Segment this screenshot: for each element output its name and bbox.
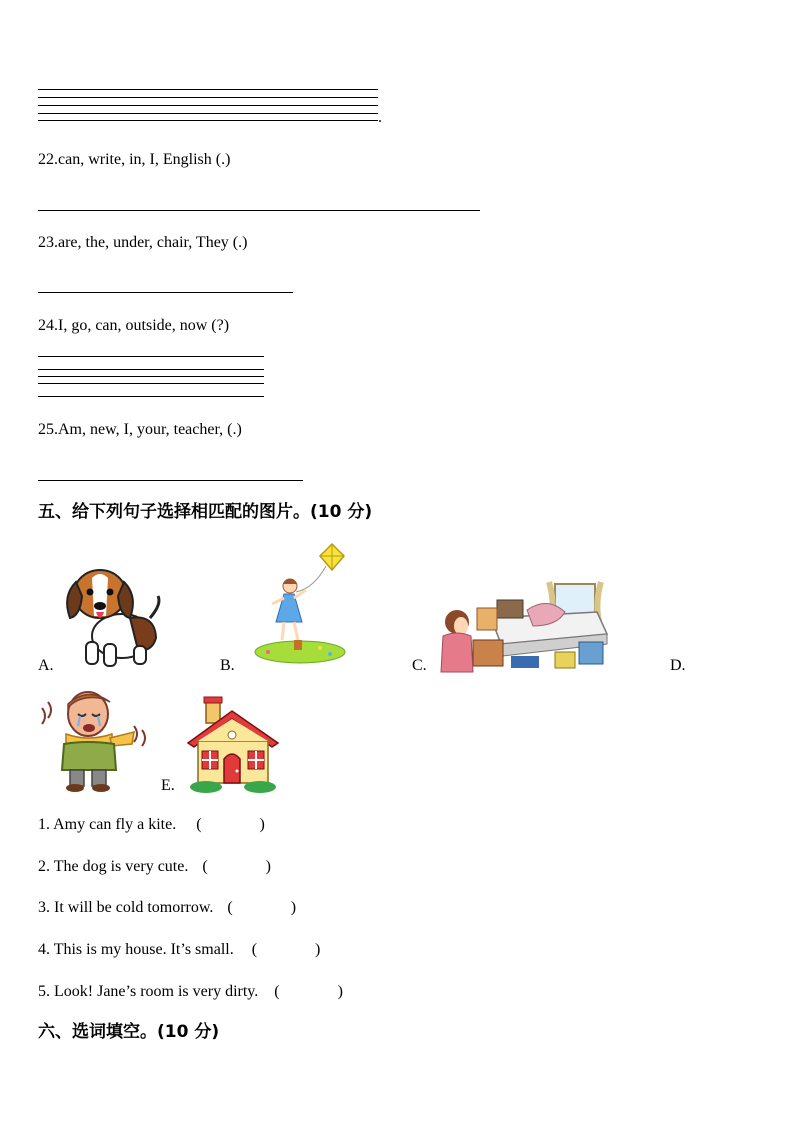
answer-line-23[interactable]	[38, 292, 293, 293]
question-words: I, go, can, outside, now (?)	[58, 317, 230, 334]
matching-item-5: 5. Look! Jane’s room is very dirty. ( )	[38, 983, 343, 1000]
option-label-d: D.	[670, 657, 686, 674]
question-words: are, the, under, chair, They (.)	[58, 234, 248, 251]
sentence-text: 4. This is my house. It’s small.	[38, 941, 234, 958]
question-24	[38, 316, 229, 336]
option-label-a: A.	[38, 657, 54, 674]
question-number: 24.	[38, 317, 58, 334]
sentence-text: 3. It will be cold tomorrow.	[38, 899, 214, 916]
matching-item-1: 1. Amy can fly a kite. ( )	[38, 816, 265, 833]
question-25	[38, 420, 242, 440]
question-22	[38, 150, 230, 170]
sentence-text: 5. Look! Jane’s room is very dirty.	[38, 983, 259, 1000]
option-label-e: E.	[161, 777, 175, 794]
sentence-text: 1. Amy can fly a kite.	[38, 816, 177, 833]
option-label-b: B.	[220, 657, 235, 674]
dog-picture	[60, 556, 164, 672]
question-23	[38, 233, 247, 253]
period-mark: .	[378, 109, 382, 126]
matching-item-2: 2. The dog is very cute. ( )	[38, 858, 271, 875]
question-number: 25.	[38, 421, 58, 438]
messy-room-picture	[437, 582, 609, 672]
question-words: Am, new, I, your, teacher, (.)	[58, 421, 242, 438]
question-words: can, write, in, I, English (.)	[58, 151, 231, 168]
small-house-picture	[186, 697, 280, 793]
question-number: 23.	[38, 234, 58, 251]
cold-man-picture	[38, 686, 148, 792]
section-6-heading: 六、选词填空。(10 分)	[38, 1022, 220, 1042]
answer-line-22[interactable]	[38, 210, 480, 211]
girl-flying-kite-picture	[254, 540, 350, 668]
matching-item-3: 3. It will be cold tomorrow. ( )	[38, 899, 297, 916]
option-label-c: C.	[412, 657, 427, 674]
section-5-heading: 五、给下列句子选择相匹配的图片。(10 分)	[38, 502, 373, 522]
sentence-text: 2. The dog is very cute.	[38, 858, 189, 875]
question-number: 22.	[38, 151, 58, 168]
matching-item-4: 4. This is my house. It’s small. ( )	[38, 941, 321, 958]
answer-line-25[interactable]	[38, 480, 303, 481]
